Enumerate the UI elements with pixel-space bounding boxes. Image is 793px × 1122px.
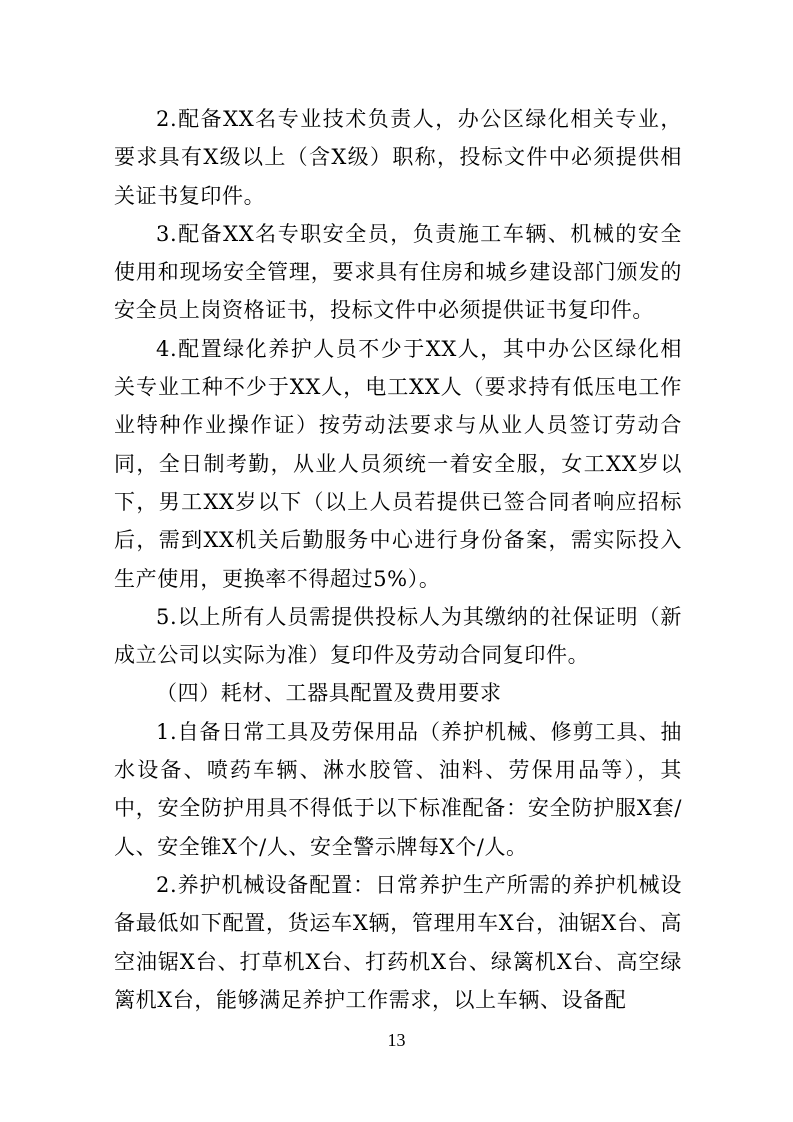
paragraph-item-1: 1.自备日常工具及劳保用品（养护机械、修剪工具、抽水设备、喷药车辆、淋水胶管、油料、劳保用品等），其中，安全防护用具不得低于以下标准配备：安全防护服X套/人、安全锥X个/人、安全警示牌每X个/人。 [114,719,682,859]
paragraph-item-2b: 2.养护机械设备配置：日常养护生产所需的养护机械设备最低如下配置，货运车X辆，管理用车X台，油锯X台、高空油锯X台、打草机X台、打药机X台、绿篱机X台、高空绿篱机X台，能够满足养护工作需求，以上车辆、设备配 [114,872,682,1012]
document-body [114,100,682,1019]
paragraph-item-2: 2.配备XX名专业技术负责人，办公区绿化相关专业，要求具有X级以上（含X级）职称，投标文件中必须提供相关证书复印件。 [114,107,682,208]
paragraph-item-3: 3.配备XX名专职安全员，负责施工车辆、机械的安全使用和现场安全管理，要求具有住房和城乡建设部门颁发的安全员上岗资格证书，投标文件中必须提供证书复印件。 [114,221,682,323]
page-number: 13 [387,1030,406,1050]
paragraph-item-5: 5.以上所有人员需提供投标人为其缴纳的社保证明（新成立公司以实际为准）复印件及劳动合同复印件。 [114,604,682,668]
paragraph-item-4: 4.配置绿化养护人员不少于XX人，其中办公区绿化相关专业工种不少于XX人，电工XX人（要求持有低压电工作业特种作业操作证）按劳动法要求与从业人员签订劳动合同，全日制考勤，从业人员须统一着安全服，女工XX岁以下，男工XX岁以下（以上人员若提供已签合同者响应招标后，需到XX机关后勤服务中心进行身份备案，需实际投入生产使用，更换率不得超过5%）。 [114,336,682,591]
section-heading: （四）耗材、工器具配置及费用要求 [156,681,502,706]
